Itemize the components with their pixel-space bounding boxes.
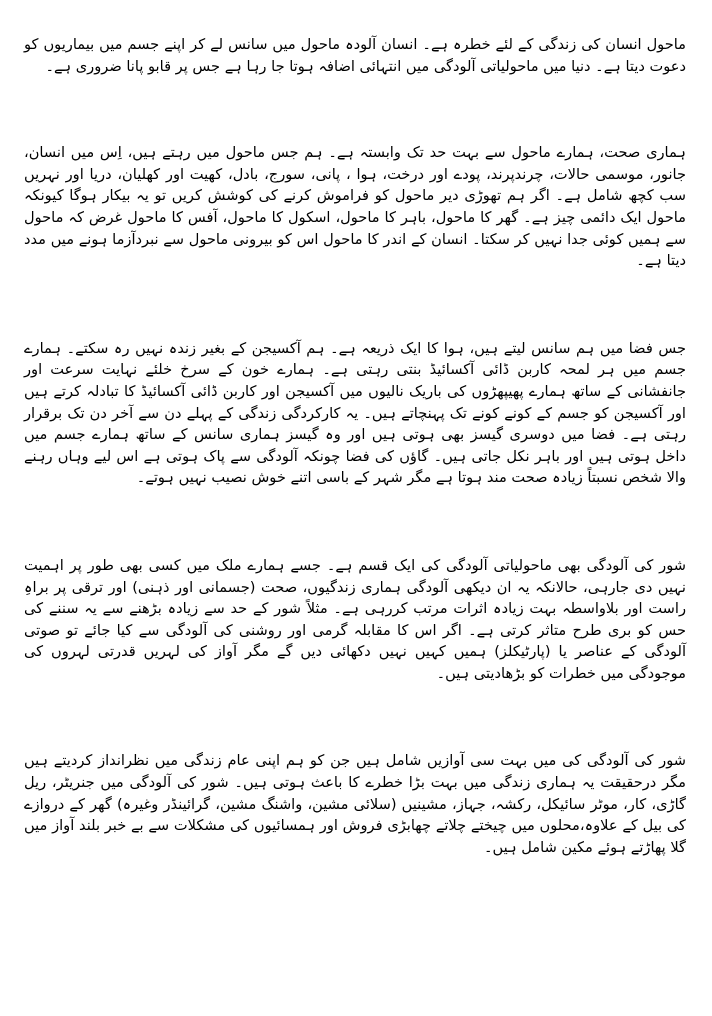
paragraph-environment-intro: ماحول انسان کی زندگی کے لئے خطرہ ہے۔ انسان آلودہ ماحول میں سانس لے کر اپنے جسم میں بیماریوں کو دعوت دیتا ہے۔ دنیا میں ماحولیاتی آلودگی میں انتہائی اضافہ ہوتا جا رہا ہے جس پر قابو پانا ضروری ہے۔: [24, 36, 686, 75]
paragraph-air-oxygen: جس فضا میں ہم سانس لیتے ہیں، ہوا کا ایک ذریعہ ہے۔ ہم آکسیجن کے بغیر زندہ نہیں رہ سکتے۔ ہمارے جسم میں ہر لمحہ کاربن ڈائی آکسائیڈ بنتی رہتی ہے۔ ہمارے خون کے سرخ خلئے نہایت سرعت اور جانفشانی کے ساتھ ہمارے پھیپھڑوں کی باریک نالیوں میں آکسیجن اور کاربن ڈائی آکسائیڈ کا تبادلہ کرتے ہیں اور آکسیجن کو جسم کے کونے کونے تک پہنچاتے ہیں۔ یہ کارکردگی زندگی کے پہلے دن سے آخر دن تک برقرار رہتی ہے۔ فضا میں دوسری گیسز بھی ہوتی ہیں اور وہ گیسز ہماری سانس کے ساتھ ہمارے جسم میں داخل ہوتی ہیں اور باہر نکل جاتی ہیں۔ گاؤں کی فضا چونکہ آلودگی سے پاک ہوتی ہے اس لیے وہاں رہنے والا شخص نسبتاً زیادہ صحت مند ہوتا ہے مگر شہر کے باسی اتنے خوش نصیب نہیں ہوتے۔: [24, 339, 686, 487]
paragraph-noise-pollution: شور کی آلودگی بھی ماحولیاتی آلودگی کی ایک قسم ہے۔ جسے ہمارے ملک میں کسی بھی طور پر اہمیت نہیں دی جارہی، حالانکہ یہ ان دیکھی آلودگی ہماری زندگیوں، صحت (جسمانی اور ذہنی) اور ترقی پر براہِ راست اور بلاواسطہ بہت زیادہ اثرات مرتب کررہی ہے۔ مثلاً شور کے حد سے زیادہ بڑھنے سے یہ سننے کی حس کو بری طرح متاثر کرتی ہے۔ اگر اس کا مقابلہ گرمی اور روشنی کی آلودگی سے کیا جائے تو صوتی آلودگی کے عناصر یا (پارٹیکلز) ہمیں کہیں نہیں دکھائی دیں گے مگر آواز کی لہریں قدرتی لہروں کی موجودگی میں خطرات کو بڑھادیتی ہیں۔: [24, 556, 686, 682]
paragraph-health-environment: ہماری صحت، ہمارے ماحول سے بہت حد تک وابستہ ہے۔ ہم جس ماحول میں رہتے ہیں، اِس میں انسان، جانور، موسمی حالات، چرندپرند، پودے اور درخت، ہوا ، پانی، سورج، بادل، کھیت اور کھلیان، دریا اور نہریں سب کچھ شامل ہے۔ اگر ہم تھوڑی دیر ماحول کو فراموش کرنے کی کوشش کریں تو یہ بیکار ہوگا کیونکہ ماحول ایک دائمی چیز ہے۔ گھر کا ماحول، باہر کا ماحول، اسکول کا ماحول، آفس کا ماحول غرض کہ ماحول سے ہمیں کوئی جدا نہیں کر سکتا۔ انسان کے اندر کا ماحول اس کو بیرونی ماحول سے نبردآزما ہونے میں مدد دیتا ہے۔: [24, 144, 686, 270]
paragraph-noise-sources: شور کی آلودگی کی میں بہت سی آوازیں شامل ہیں جن کو ہم اپنی عام زندگی میں نظرانداز کردیتے ہیں مگر درحقیقت یہ ہماری زندگی میں بہت بڑا خطرے کا باعث ہوتی ہیں۔ شور کی آلودگی میں جنریٹر، ریل گاڑی، کار، موٹر سائیکل، رکشہ، جہاز، مشینیں (سلائی مشین، واشنگ مشین، گرائینڈر وغیرہ) گھر کے دروازے کی بیل کے علاوہ،محلوں میں چیختے چلاتے چھابڑی فروش اور ہمسائیوں کی مشکلات سے بے خبر بلند آواز میں گلا پھاڑتے ہوئے مکین شامل ہیں۔: [24, 752, 686, 856]
